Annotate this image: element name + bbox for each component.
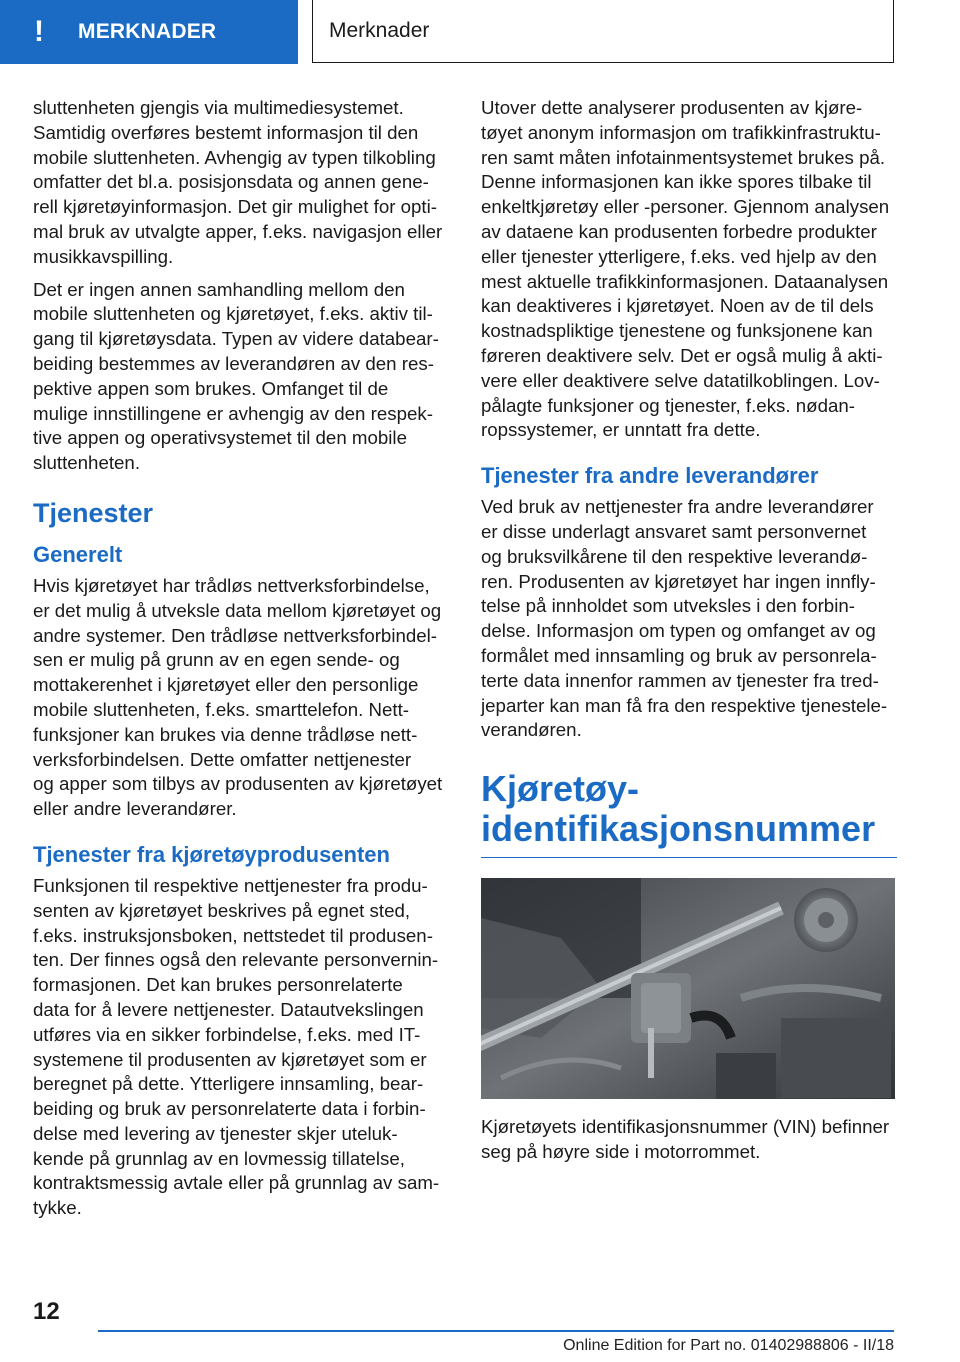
paragraph: Funksjonen til respektive nettjenester fra produ- senten av kjøretøyet beskrives på egnet sted, f.eks. instruksjonsboken, nettstedet til produsen- ten. Der finnes også den relevante personvernin- formasjonen. Det kan brukes personrelaterte data for å levere nettjenester. Datautvekslingen utføres via en sikker forbindelse, f.eks. med IT- systemene til produsenten av kjøretøyet som er beregnet på dette. Ytterligere innsamling, bear- beiding og bruk av personrelaterte data i forbin- delse med levering av tjenester skjer uteluk- kende på grunnlag av en lovmessig tillatelse, kontraktsmessig avtale eller på grunnlag av sam- tykke. bbox=[33, 874, 440, 1219]
section-heading-vin: Kjøretøy- identifikasjonsnummer bbox=[481, 769, 897, 858]
subheading-andre-leverandorer: Tjenester fra andre leverandører bbox=[481, 463, 819, 489]
paragraph: Utover dette analyserer produsenten av kjøre- tøyet anonym informasjon om trafikkinfrastruktu- ren samt måten infotainmentsystemet brukes på. Denne informasjonen kan ikke spores tilbake til enkeltkjøretøy eller -personer. Gjennom analysen av dataene kan produsenten forbedre produkter eller tjenester ytterligere, f.eks. ved hjelp av den mest aktuelle trafikkinformasjonen. Dataanalysen kan deaktiveres i kjøretøyet. Noen av de til dels kostnadspliktige tjenestene og funksjonene kan føreren deaktivere selv. Det er også mulig å akti- vere eller deaktivere selve datatilkoblingen. Lov- pålagte funksjoner og tjenester, f.eks. nødan- ropssystemer, er unntatt fra dette. bbox=[481, 97, 890, 441]
section-tab-label: MERKNADER bbox=[78, 20, 217, 43]
engine-bay-illustration bbox=[481, 878, 895, 1099]
subheading-generelt: Generelt bbox=[33, 541, 123, 567]
photo-caption: Kjøretøyets identifikasjonsnummer (VIN) befinner seg på høyre side i motorrommet. bbox=[481, 1116, 890, 1162]
paragraph: Ved bruk av nettjenester fra andre leverandører er disse underlagt ansvaret samt personvernet og bruksvilkårene til den respektive leverandø- ren. Produsenten av kjøretøyet har ingen innfly- telse på innholdet som utveksles i den forbin- delse. Informasjon om typen og omfanget av og formålet med innsamling og bruk av personrela- terte data innenfor rammen av tjenester fra tred- jeparter kan man få fra den respektive tjenestele- verandøren. bbox=[481, 496, 888, 741]
page-number: 12 bbox=[33, 1298, 60, 1325]
exclamation-icon: ! bbox=[34, 15, 44, 48]
paragraph: Hvis kjøretøyet har trådløs nettverksforbindelse, er det mulig å utveksle data mellom kjøretøyet og andre systemer. Den trådløse nettverksforbindel- sen er mulig på grunn av en egen sende- og mottakerenhet i kjøretøyet eller den personlige mobile sluttenheten, f.eks. smarttelefon. Nett- funksjoner kan brukes via denne trådløse nett- verksforbindelsen. Dette omfatter nettjenester og apper som tilbys av produsenten av kjøretøyet eller andre leverandører. bbox=[33, 574, 443, 820]
subheading-produsent: Tjenester fra kjøretøyprodusenten bbox=[33, 841, 390, 867]
section-heading-tjenester: Tjenester bbox=[33, 497, 154, 528]
section-tab bbox=[0, 0, 298, 64]
footer-edition-text: Online Edition for Part no. 01402988806 - II/18 bbox=[563, 1337, 894, 1354]
page-header-title: Merknader bbox=[312, 0, 894, 63]
footer-divider bbox=[98, 1330, 894, 1332]
engine-bay-photo bbox=[481, 878, 895, 1099]
paragraph: Det er ingen annen samhandling mellom den mobile sluttenheten og kjøretøyet, f.eks. aktiv til- gang til kjøretøysdata. Typen av videre databear- beiding bestemmes av leverandøren av den res- pektive appen som brukes. Omfanget til de mulige innstillingene er avhengig av den respek- tive appen og operativsystemet til den mobile sluttenheten. bbox=[33, 278, 439, 474]
right-column bbox=[481, 96, 897, 1173]
paragraph: sluttenheten gjengis via multimediesystemet. Samtidig overføres bestemt informasjon til den mobile sluttenheten. Avhengig av typen tilkobling omfatter det bl.a. posisjonsdata og annen gene- rell kjøretøyinformasjon. Det gir mulighet for opti- mal bruk av utvalgte apper, f.eks. navigasjon eller musikkavspilling. bbox=[33, 97, 443, 267]
left-column bbox=[33, 96, 449, 1229]
